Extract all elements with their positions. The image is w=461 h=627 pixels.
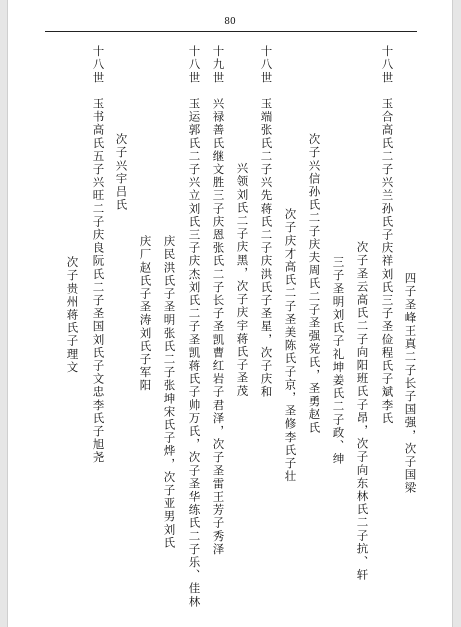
genealogy-column-1: 十八世 玉合高氏二子兴兰孙氏子庆祥刘氏三子圣俭程氏子斌李氏 xyxy=(380,45,395,425)
genealogy-column-11: 庆民洪氏子圣明张氏二子张坤宋氏子烨，次子亚男刘氏 xyxy=(162,235,177,550)
genealogy-column-15: 次子贵州蒋氏子理文 xyxy=(65,256,80,374)
genealogy-column-9: 十九世 兴禄善氏继文胜三子庆恩张氏二子长子圣凯曹红岩子君泽，次子圣雷王芳子秀泽 xyxy=(211,45,226,556)
genealogy-column-7: 十八世 玉端张氏二子兴先蒋氏二子庆洪氏子圣星，次子庆和 xyxy=(259,45,274,399)
genealogy-column-3: 次子圣云高氏二子向阳班氏子昂，次子向东林氏二子抗、轩 xyxy=(355,241,370,582)
genealogy-column-6: 次子庆才高氏二子圣美陈氏子京，圣修李氏子壮 xyxy=(283,208,298,484)
genealogy-column-14: 十八世 玉书高氏五子兴旺二子庆良阮氏二子圣国刘氏子文忠李氏子旭尧 xyxy=(91,45,106,465)
genealogy-column-10: 十八世 玉运郭氏二子兴立刘氏三子庆杰刘氏二子圣凯蒋氏子帅万氏，次子圣华练氏二子乐、佳林 xyxy=(187,45,202,609)
genealogy-column-12: 庆厂赵氏子圣涛刘氏子军阳 xyxy=(138,235,153,393)
genealogy-column-8: 兴领刘氏二子庆黑，次子庆宇蒋氏子圣茂 xyxy=(235,162,250,398)
document-page xyxy=(8,0,452,627)
page-number: 80 xyxy=(224,17,236,27)
genealogy-column-4: 三子圣明刘氏子礼坤姜氏二子政、绅 xyxy=(331,256,346,466)
genealogy-column-2: 四子圣峰王真二子长子国强，次子国梁 xyxy=(403,272,418,495)
genealogy-column-5: 次子兴信孙氏二子庆夫周氏二子圣强党氏，圣勇赵氏 xyxy=(307,133,322,435)
genealogy-column-13: 次子兴宇吕氏 xyxy=(114,133,129,212)
header-rule xyxy=(45,31,417,32)
